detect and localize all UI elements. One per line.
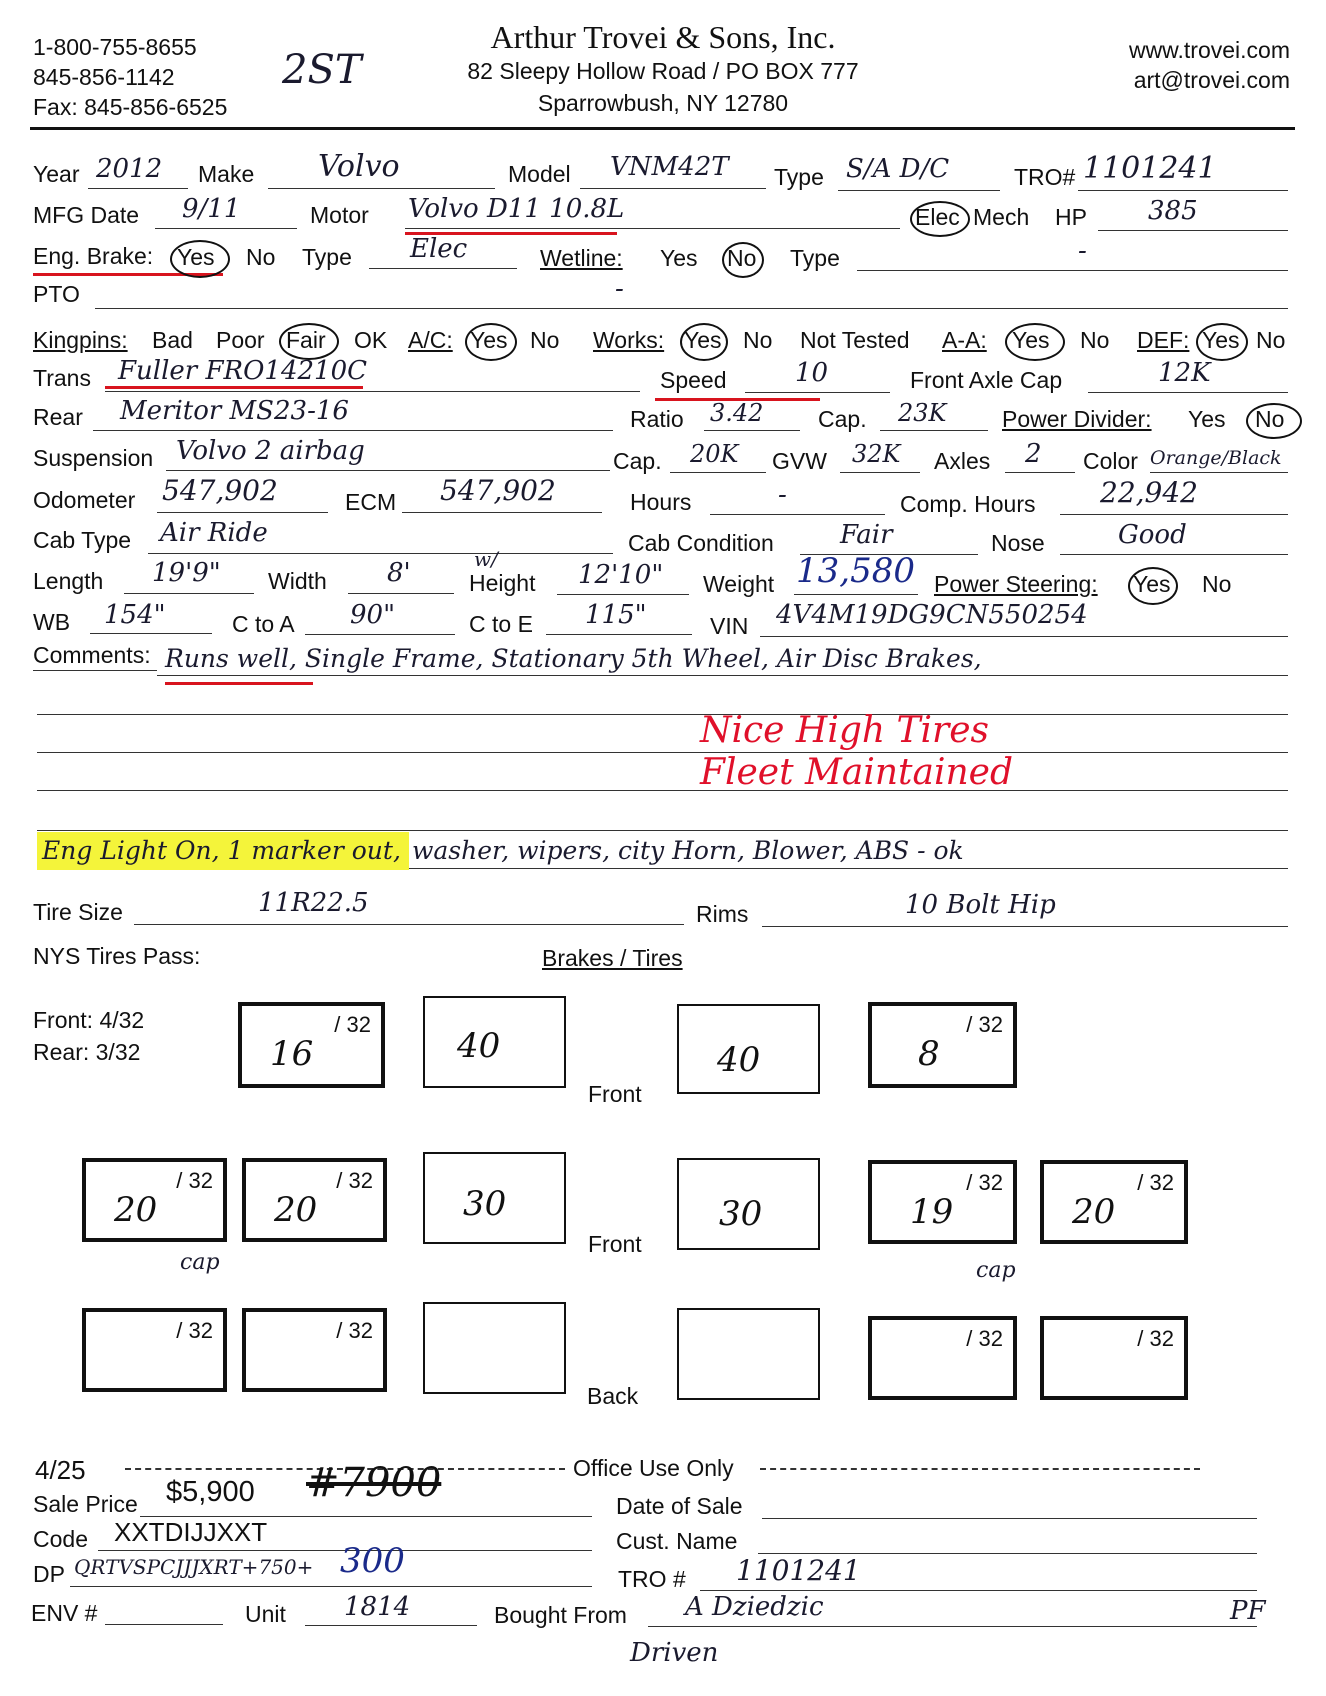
ac-no: No: [530, 327, 560, 353]
cap-note-right: cap: [976, 1258, 1016, 1283]
length-value: 19'9": [152, 558, 221, 588]
elec-option-selected: Elec: [915, 204, 960, 230]
phone-1: 1-800-755-8655: [33, 34, 197, 60]
tire-box-back-outer-right: / 32: [1040, 1316, 1188, 1400]
nose-value: Good: [1118, 520, 1187, 550]
suspension-value: Volvo 2 airbag: [176, 436, 365, 466]
kingpins-bad: Bad: [152, 327, 193, 353]
tire-box-rear-inner-left: / 32 20: [242, 1158, 387, 1242]
vin-value: 4V4M19DG9CN550254: [776, 600, 1088, 630]
model-label: Model: [508, 161, 571, 187]
office-use-label: Office Use Only: [573, 1455, 734, 1481]
speed-label: Speed: [660, 367, 727, 393]
works-label: Works:: [593, 327, 665, 353]
vin-label: VIN: [710, 613, 749, 639]
pto-value: -: [615, 274, 624, 304]
old-price-struck: #7900: [306, 1460, 442, 1506]
height-value: 12'10": [578, 560, 664, 590]
width-value: 8': [387, 558, 411, 588]
wetline-yes: Yes: [660, 245, 698, 271]
mfg-date-value: 9/11: [182, 194, 241, 224]
suspension-label: Suspension: [33, 445, 154, 471]
power-divider-no-selected: No: [1255, 406, 1285, 432]
bought-from-label: Bought From: [494, 1602, 627, 1628]
rear-cap-label: Cap.: [818, 406, 867, 432]
tire-depth: 8: [918, 1034, 940, 1074]
c-to-a-label: C to A: [232, 611, 295, 637]
c-to-e-value: 115": [585, 600, 647, 630]
sale-price-value: $5,900: [166, 1476, 255, 1508]
dp-value: QRTVSPCJJJXRT+750+: [74, 1555, 314, 1579]
axles-label: Axles: [934, 448, 991, 474]
color-value: Orange/Black: [1150, 447, 1282, 469]
company-name: Arthur Trovei & Sons, Inc.: [490, 19, 836, 55]
brake-box-back-left: [423, 1302, 566, 1394]
brake-box-rear-right: [677, 1158, 820, 1250]
brake-box-back-right: [677, 1308, 820, 1400]
brake-value: 30: [463, 1184, 507, 1224]
nys-tires-label: NYS Tires Pass:: [33, 943, 201, 969]
color-label: Color: [1083, 448, 1138, 474]
front-axle-cap-value: 12K: [1158, 358, 1211, 388]
comment-line-rest: washer, wipers, city Horn, Blower, ABS - ok: [412, 836, 964, 865]
def-no: No: [1256, 327, 1286, 353]
power-divider-yes: Yes: [1188, 406, 1226, 432]
tire-depth: 20: [1072, 1192, 1116, 1232]
tire-depth: 19: [910, 1192, 954, 1232]
tire-box-back-inner-left: / 32: [242, 1308, 387, 1392]
dp-extra-value: 300: [340, 1541, 405, 1581]
phone-2: 845-856-1142: [33, 64, 175, 90]
motor-label: Motor: [310, 202, 369, 228]
cab-condition-label: Cab Condition: [628, 530, 774, 556]
trans-value: Fuller FRO14210C: [118, 356, 368, 386]
power-steering-yes-selected: Yes: [1133, 571, 1171, 597]
tire-size-value: 11R22.5: [258, 888, 369, 918]
tire-box-front-right: / 32 8: [868, 1002, 1017, 1088]
ecm-label: ECM: [345, 489, 397, 515]
email: art@trovei.com: [1133, 67, 1290, 93]
speed-value: 10: [795, 358, 829, 388]
rear-value: Meritor MS23-16: [120, 396, 349, 426]
wetline-type-value: -: [1078, 236, 1087, 266]
env-label: ENV #: [31, 1600, 98, 1626]
type-label: Type: [774, 164, 824, 190]
brake-value: 40: [457, 1026, 501, 1066]
kingpins-fair-selected: Fair: [286, 327, 326, 353]
axles-value: 2: [1025, 439, 1042, 469]
works-yes-selected: Yes: [684, 327, 722, 353]
rear-cap-value: 23K: [898, 399, 947, 427]
tire-depth: 20: [114, 1190, 158, 1230]
tire-box-back-outer-left: / 32: [82, 1308, 227, 1392]
power-steering-no: No: [1202, 571, 1232, 597]
type-value: S/A D/C: [846, 154, 950, 184]
comp-hours-value: 22,942: [1100, 476, 1198, 509]
tire-box-rear-outer-left: / 32 20: [82, 1158, 227, 1242]
website: www.trovei.com: [1128, 37, 1290, 63]
bought-from-value: A Dziedzic: [685, 1592, 824, 1622]
susp-cap-label: Cap.: [613, 448, 662, 474]
hp-label: HP: [1055, 204, 1087, 230]
comment-highlighted: Eng Light On, 1 marker out,: [42, 836, 401, 865]
brake-box-front-left: [423, 996, 566, 1088]
ratio-value: 3.42: [710, 399, 764, 427]
weight-value: 13,580: [796, 551, 915, 591]
power-steering-label: Power Steering:: [934, 571, 1098, 597]
hours-label: Hours: [630, 489, 692, 515]
header-divider: [30, 127, 1295, 130]
cab-type-label: Cab Type: [33, 527, 132, 553]
eng-brake-no: No: [246, 244, 276, 270]
odometer-value: 547,902: [162, 474, 278, 507]
works-no: No: [743, 327, 773, 353]
def-yes-selected: Yes: [1202, 327, 1240, 353]
fax: Fax: 845-856-6525: [33, 94, 228, 120]
unit-label: Unit: [245, 1601, 286, 1627]
trans-label: Trans: [33, 365, 91, 391]
tire-box-rear-outer-right: / 32 20: [1040, 1160, 1188, 1244]
unit-value: 1814: [344, 1592, 411, 1622]
weight-label: Weight: [703, 571, 775, 597]
brake-box-front-right: [677, 1004, 820, 1094]
c-to-e-label: C to E: [469, 611, 533, 637]
kingpins-poor: Poor: [216, 327, 265, 353]
comment-line-1: Runs well, Single Frame, Stationary 5th Wheel, Air Disc Brakes,: [165, 644, 982, 673]
ac-label: A/C:: [408, 327, 453, 353]
front-label-2: Front: [588, 1231, 642, 1257]
hp-value: 385: [1148, 196, 1198, 226]
kingpins-ok: OK: [354, 327, 388, 353]
susp-cap-value: 20K: [690, 440, 739, 468]
make-label: Make: [198, 161, 255, 187]
rims-label: Rims: [696, 901, 749, 927]
ecm-value: 547,902: [440, 474, 556, 507]
wetline-no-selected: No: [727, 245, 757, 271]
comment-red-2: Fleet Maintained: [700, 752, 1014, 793]
length-label: Length: [33, 568, 104, 594]
code-value: XXTDIJJXXT: [114, 1517, 268, 1547]
tire-box-back-inner-right: / 32: [868, 1316, 1017, 1400]
model-value: VNM42T: [610, 152, 729, 182]
tro-value: 1101241: [1083, 151, 1217, 186]
eng-brake-type-value: Elec: [410, 234, 468, 264]
front-label-1: Front: [588, 1081, 642, 1107]
works-not-tested: Not Tested: [800, 327, 910, 353]
brake-value: 40: [717, 1040, 761, 1080]
year-label: Year: [33, 161, 80, 187]
tro-label: TRO#: [1014, 164, 1076, 190]
wb-label: WB: [33, 609, 71, 635]
rims-value: 10 Bolt Hip: [905, 890, 1056, 920]
tire-depth: 20: [274, 1190, 318, 1230]
nose-label: Nose: [991, 530, 1045, 556]
date-note: 4/25: [35, 1455, 86, 1485]
tro2-label: TRO #: [618, 1566, 686, 1592]
dp-label: DP: [33, 1561, 65, 1587]
odometer-label: Odometer: [33, 487, 136, 513]
eng-brake-label: Eng. Brake:: [33, 243, 154, 269]
cab-type-value: Air Ride: [160, 518, 268, 548]
brakes-tires-label: Brakes / Tires: [542, 945, 683, 971]
date-of-sale-label: Date of Sale: [616, 1493, 743, 1519]
comment-red-1: Nice High Tires: [700, 710, 990, 751]
sale-price-label: Sale Price: [33, 1491, 138, 1517]
width-label: Width: [268, 568, 327, 594]
address-line-2: Sparrowbush, NY 12780: [537, 90, 789, 116]
rear-spec: Rear: 3/32: [33, 1039, 141, 1065]
aa-label: A-A:: [942, 327, 987, 353]
ac-yes-selected: Yes: [470, 327, 508, 353]
back-label: Back: [587, 1383, 639, 1409]
cust-name-label: Cust. Name: [616, 1528, 738, 1554]
kingpins-label: Kingpins:: [33, 327, 128, 353]
bought-from-initials: PF: [1230, 1596, 1266, 1626]
mfg-date-label: MFG Date: [33, 202, 140, 228]
gvw-value: 32K: [852, 440, 901, 468]
height-note: w/: [474, 547, 498, 571]
pto-label: PTO: [33, 281, 80, 307]
tro2-value: 1101241: [736, 1554, 861, 1587]
cab-condition-value: Fair: [840, 520, 893, 550]
cap-note-left: cap: [180, 1250, 220, 1275]
def-label: DEF:: [1137, 327, 1190, 353]
motor-value: Volvo D11 10.8L: [408, 194, 625, 224]
wb-value: 154": [104, 600, 166, 630]
wetline-label: Wetline:: [540, 245, 623, 271]
aa-yes-selected: Yes: [1012, 327, 1050, 353]
aa-no: No: [1080, 327, 1110, 353]
ratio-label: Ratio: [630, 406, 684, 432]
eng-brake-yes-selected: Yes: [177, 244, 215, 270]
make-value: Volvo: [318, 149, 400, 184]
comp-hours-label: Comp. Hours: [900, 491, 1036, 517]
note-2st: 2ST: [282, 47, 362, 93]
year-value: 2012: [96, 154, 163, 184]
mech-option: Mech: [973, 204, 1030, 230]
front-axle-cap-label: Front Axle Cap: [910, 367, 1063, 393]
rear-label: Rear: [33, 404, 83, 430]
c-to-a-value: 90": [350, 600, 396, 630]
tire-box-rear-inner-right: / 32 19: [868, 1160, 1017, 1244]
height-label: Height: [469, 570, 536, 596]
hours-value: -: [778, 480, 787, 510]
tire-depth: 16: [270, 1034, 314, 1074]
code-label: Code: [33, 1526, 88, 1552]
power-divider-label: Power Divider:: [1002, 406, 1152, 432]
driven-note: Driven: [630, 1638, 719, 1668]
comments-label: Comments:: [33, 642, 151, 668]
wetline-type-label: Type: [790, 245, 840, 271]
eng-brake-type-label: Type: [302, 244, 352, 270]
tire-box-front-left: / 32 16: [238, 1002, 385, 1088]
gvw-label: GVW: [772, 448, 827, 474]
address-line-1: 82 Sleepy Hollow Road / PO BOX 777: [467, 58, 859, 84]
tire-size-label: Tire Size: [33, 899, 123, 925]
brake-value: 30: [719, 1194, 763, 1234]
brake-box-rear-left: [423, 1152, 566, 1244]
front-spec: Front: 4/32: [33, 1007, 145, 1033]
